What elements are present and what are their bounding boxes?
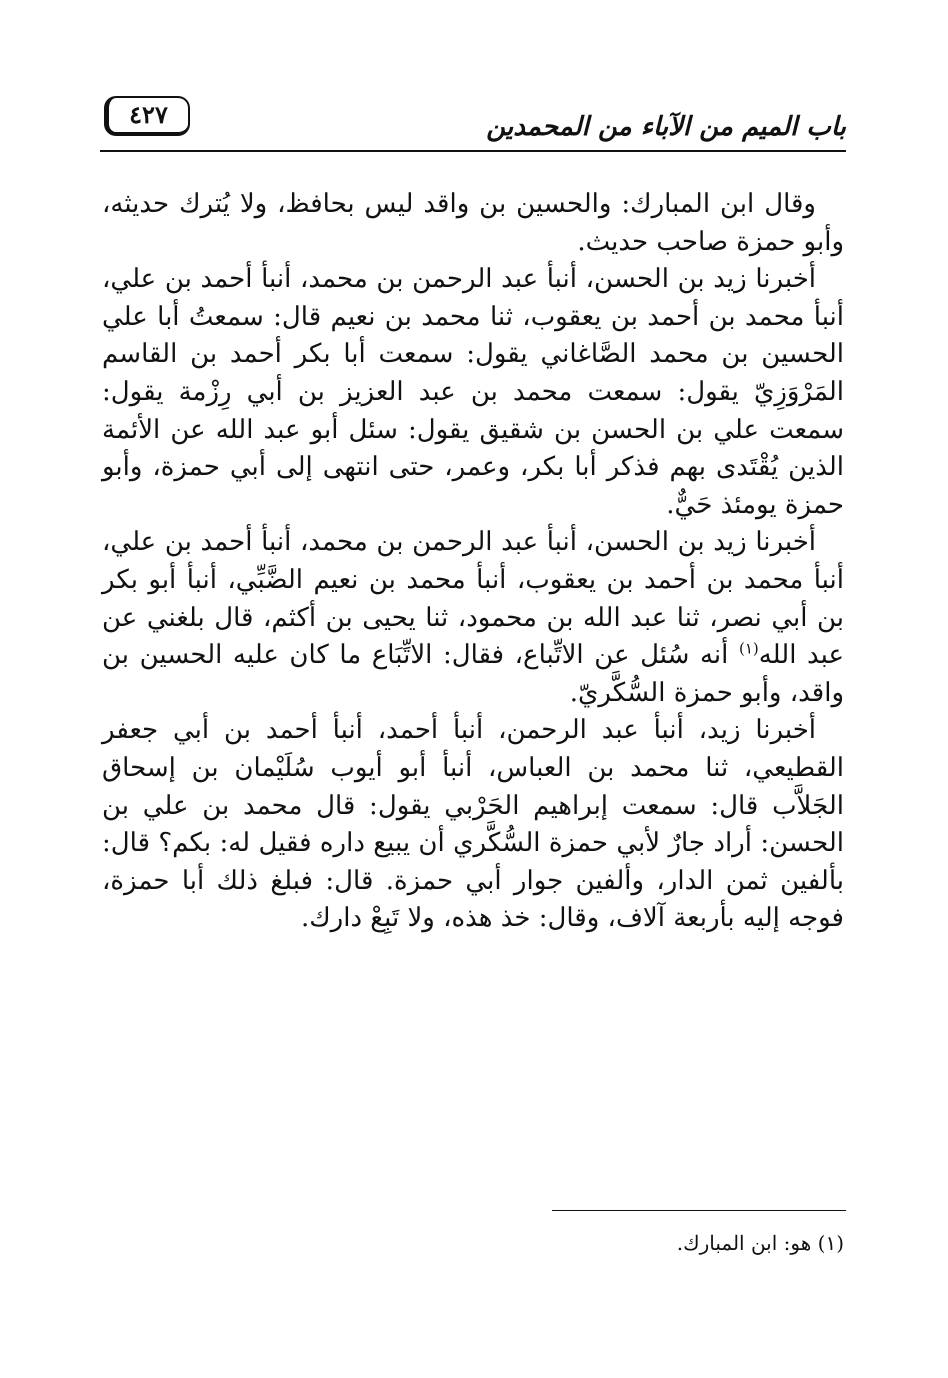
running-title: باب الميم من الآباء من المحمدين <box>486 112 846 142</box>
page-number: ٤٢٧ <box>104 96 190 136</box>
paragraph: أخبرنا زيد، أنبأ عبد الرحمن، أنبأ أحمد، أنبأ أحمد بن أبي جعفر القطيعي، ثنا محمد بن العباس، أنبأ أبو أيوب سُلَيْمان بن إسحاق الجَلاَّب قال: سمعت إبراهيم الحَرْبي يقول: قال محمد بن علي بن الحسن: أراد جارٌ لأبي حمزة السُّكَّري أن يبيع داره فقيل له: بكم؟ قال: بألفين ثمن الدار، وألفين جوار أبي حمزة. قال: فبلغ ذلك أبا حمزة، فوجه إليه بأربعة آلاف، وقال: خذ هذه، ولا تَبِعْ دارك. <box>102 715 844 934</box>
page-header <box>100 92 846 150</box>
paragraph-rest: أنه سُئل عن الاتِّباع، فقال: الاتِّبَاع ما كان عليه الحسين بن واقد، وأبو حمزة السُّكَّريّ. <box>102 640 844 708</box>
footnote: (١) هو: ابن المبارك. <box>676 1231 844 1255</box>
main-text <box>102 186 844 938</box>
paragraph-lead: أخبرنا زيد بن الحسن، أنبأ عبد الرحمن بن محمد، أنبأ أحمد بن علي، أنبأ محمد بن أحمد بن يعقوب، أنبأ محمد بن نعيم الضَّبِّي، أنبأ أبو بكر بن أبي نصر، ثنا عبد الله بن محمود، ثنا يحيى بن أكثم، قال بلغني عن عبد الله <box>102 527 845 671</box>
paragraph <box>102 524 844 712</box>
footnote-reference: (١) <box>738 639 759 658</box>
header-rule <box>100 150 846 152</box>
footnote-separator <box>552 1210 846 1211</box>
paragraph: أخبرنا زيد بن الحسن، أنبأ عبد الرحمن بن محمد، أنبأ أحمد بن علي، أنبأ محمد بن أحمد بن يعقوب، ثنا محمد بن نعيم قال: سمعتُ أبا علي الحسين بن محمد الصَّاغاني يقول: سمعت أبا بكر أحمد بن القاسم المَرْوَزِيّ يقول: سمعت محمد بن عبد العزيز بن أبي رِزْمة يقول: سمعت علي بن الحسن بن شقيق يقول: سئل أبو عبد الله عن الأئمة الذين يُقْتَدى بهم فذكر أبا بكر، وعمر، حتى انتهى إلى أبي حمزة، وأبو حمزة يومئذ حَيٌّ. <box>102 264 844 520</box>
footnotes <box>102 1228 844 1258</box>
paragraph: وقال ابن المبارك: والحسين بن واقد ليس بحافظ، ولا يُترك حديثه، وأبو حمزة صاحب حديث. <box>102 189 844 257</box>
